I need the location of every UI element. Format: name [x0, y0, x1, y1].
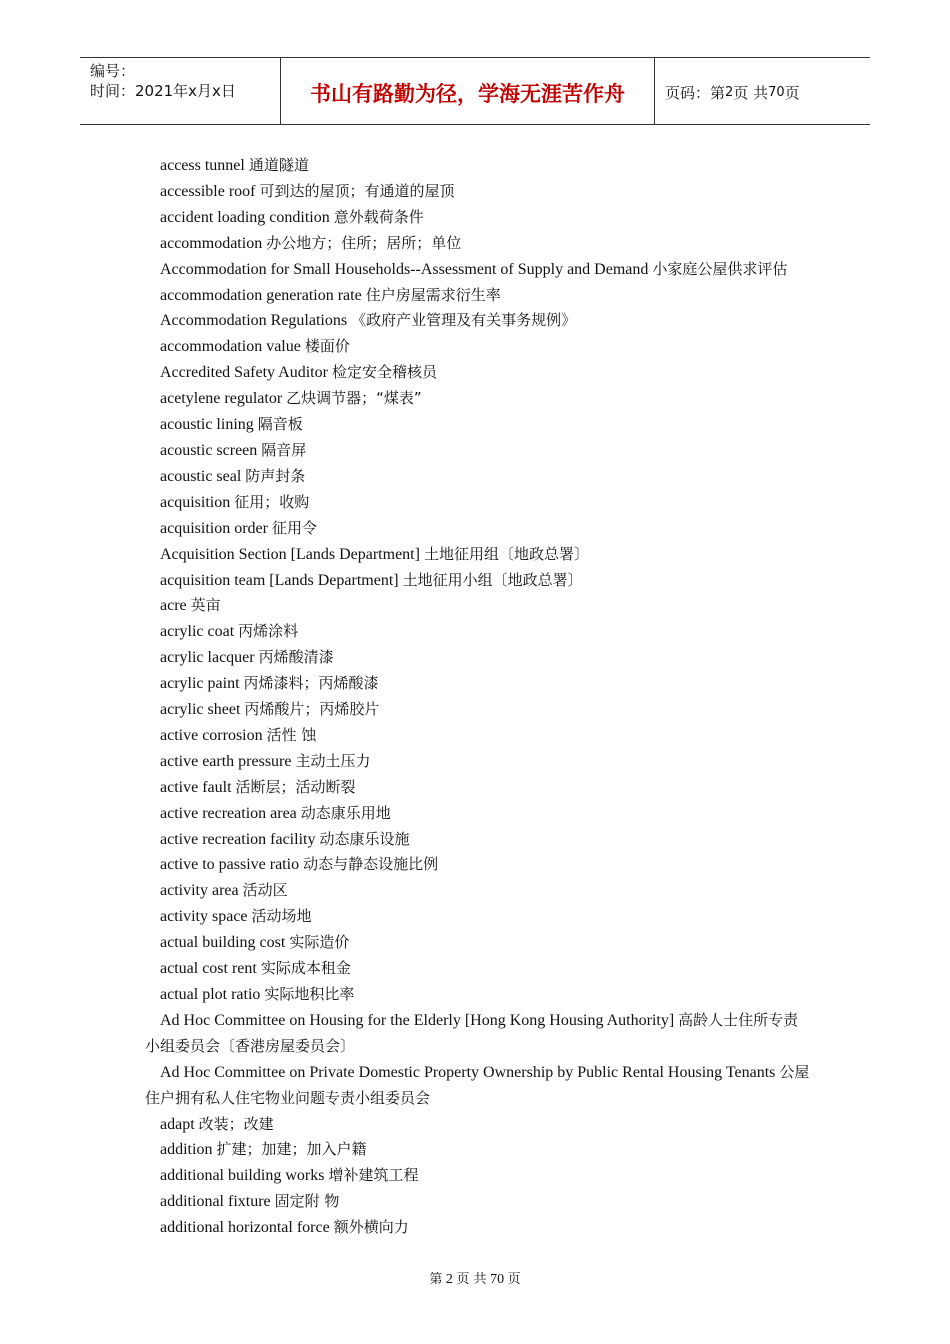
footer-page: 2 — [445, 1272, 453, 1287]
entry-translation: 额外横向力 — [333, 1218, 409, 1237]
glossary-entry — [145, 568, 810, 594]
entry-translation: 公屋住户拥有私人住宅物业问题专责小组委员会 — [145, 1062, 810, 1107]
page-mid: 页 共 — [733, 83, 769, 102]
entry-term: acoustic screen — [160, 441, 258, 459]
glossary-entry — [145, 827, 810, 853]
entry-translation: 活断层；活动断裂 — [235, 777, 356, 796]
entry-term: additional horizontal force — [160, 1219, 330, 1237]
page-footer — [0, 1268, 950, 1288]
entry-translation: 实际地积比率 — [264, 985, 355, 1003]
entry-translation: 乙炔调节器；“煤表” — [286, 389, 422, 408]
entry-term: accessible roof — [160, 182, 256, 200]
entry-term: accommodation generation rate — [160, 286, 362, 304]
entry-translation: 高龄人士住所专责小组委员会〔香港房屋委员会〕 — [145, 1010, 799, 1055]
entry-term: Acquisition Section [Lands Department] — [160, 545, 420, 563]
glossary-entry — [145, 308, 810, 334]
glossary-entry — [145, 231, 810, 257]
entry-translation: 意外载荷条件 — [333, 207, 424, 226]
header-meta — [80, 58, 281, 124]
glossary-entry — [145, 1008, 810, 1060]
entry-term: activity space — [160, 908, 248, 926]
entry-translation: 动态康乐用地 — [300, 803, 391, 822]
entry-term: active earth pressure — [160, 752, 292, 770]
glossary-entry — [145, 671, 810, 697]
entry-translation: 扩建；加建；加入户籍 — [216, 1140, 367, 1159]
entry-translation: 土地征用小组〔地政总署〕 — [402, 570, 583, 589]
page-end: 页 — [784, 83, 800, 102]
entry-translation: 防声封条 — [245, 466, 306, 485]
entry-translation: 丙烯涂料 — [238, 622, 299, 641]
entry-translation: 土地征用组〔地政总署〕 — [423, 544, 589, 563]
entry-term: Ad Hoc Committee on Private Domestic Property Ownership by Public Rental Housing Tenants — [160, 1063, 776, 1081]
entry-term: acquisition — [160, 493, 231, 511]
page-header — [80, 57, 870, 125]
entry-translation: 可到达的屋顶；有通道的屋顶 — [259, 181, 455, 200]
glossary-entry — [145, 852, 810, 878]
entry-term: acquisition order — [160, 519, 268, 537]
glossary-entry — [145, 749, 810, 775]
glossary-entry — [145, 1215, 810, 1241]
glossary-entry — [145, 205, 810, 231]
entry-term: accident loading condition — [160, 208, 330, 226]
entry-translation: 动态康乐设施 — [319, 829, 410, 848]
glossary-entry — [145, 697, 810, 723]
entry-term: Accommodation for Small Households--Assessment of Supply and Demand — [160, 260, 649, 278]
glossary-entry — [145, 878, 810, 904]
entry-translation: 丙烯酸清漆 — [258, 648, 334, 667]
entry-term: active recreation facility — [160, 830, 316, 848]
glossary-entry — [145, 412, 810, 438]
glossary-entry — [145, 801, 810, 827]
glossary-entry — [145, 1163, 810, 1189]
glossary-entry — [145, 956, 810, 982]
entry-term: active fault — [160, 778, 232, 796]
entry-term: actual cost rent — [160, 960, 257, 978]
glossary-entry — [145, 386, 810, 412]
time-label: 时间：2021年x月x日 — [90, 82, 236, 100]
glossary-entry — [145, 1060, 810, 1112]
entry-term: adapt — [160, 1115, 195, 1133]
entry-term: active to passive ratio — [160, 856, 300, 874]
entry-translation: 固定附 物 — [274, 1192, 340, 1211]
entry-translation: 实际造价 — [289, 933, 350, 952]
entry-term: additional building works — [160, 1167, 325, 1185]
entry-term: Ad Hoc Committee on Housing for the Elderly [Hong Kong Housing Authority] — [160, 1011, 675, 1029]
entry-translation: 隔音板 — [257, 415, 303, 434]
entry-translation: 英亩 — [190, 596, 221, 615]
entry-term: accommodation — [160, 234, 263, 252]
entry-translation: 活动区 — [242, 881, 288, 900]
entry-translation: 活性 蚀 — [266, 725, 317, 744]
glossary-entry — [145, 360, 810, 386]
entry-term: acrylic coat — [160, 623, 235, 641]
glossary-entry — [145, 516, 810, 542]
entry-term: acrylic paint — [160, 675, 240, 693]
entry-term: addition — [160, 1141, 213, 1159]
glossary-entry — [145, 1112, 810, 1138]
entry-term: acre — [160, 597, 187, 615]
entry-translation: 活动场地 — [251, 907, 312, 926]
entry-translation: 实际成本租金 — [260, 959, 351, 978]
entry-translation: 改装；改建 — [198, 1114, 274, 1133]
glossary-entry — [145, 904, 810, 930]
entry-translation: 征用令 — [271, 518, 317, 537]
page-total: 70 — [768, 84, 785, 100]
entry-term: acetylene regulator — [160, 390, 283, 408]
entry-translation: 住户房屋需求衍生率 — [365, 285, 501, 304]
page-label: 页码：第 — [665, 83, 726, 102]
glossary-entry — [145, 619, 810, 645]
page-number: 2 — [725, 84, 734, 100]
glossary-entry — [145, 179, 810, 205]
glossary-list — [145, 153, 810, 1241]
entry-translation: 小家庭公屋供求评估 — [652, 259, 788, 278]
entry-term: actual building cost — [160, 934, 286, 952]
entry-translation: 增补建筑工程 — [328, 1166, 419, 1185]
entry-term: active recreation area — [160, 804, 297, 822]
entry-term: active corrosion — [160, 726, 263, 744]
code-label: 编号： — [90, 62, 136, 80]
footer-prefix: 第 — [429, 1272, 443, 1287]
entry-term: Accommodation Regulations — [160, 312, 348, 330]
footer-suffix: 页 — [507, 1272, 521, 1287]
entry-term: acrylic sheet — [160, 701, 241, 719]
entry-term: acoustic seal — [160, 467, 242, 485]
entry-translation: 通道隧道 — [248, 156, 309, 174]
glossary-entry — [145, 464, 810, 490]
glossary-entry — [145, 645, 810, 671]
entry-translation: 楼面价 — [304, 337, 350, 356]
entry-term: acoustic lining — [160, 416, 254, 434]
entry-translation: 丙烯漆料；丙烯酸漆 — [243, 674, 379, 693]
entry-term: access tunnel — [160, 157, 245, 174]
entry-translation: 丙烯酸片；丙烯胶片 — [244, 700, 380, 719]
glossary-entry — [145, 1189, 810, 1215]
footer-total: 70 — [490, 1272, 505, 1287]
entry-term: accommodation value — [160, 338, 301, 356]
entry-translation: 办公地方；住所；居所；单位 — [266, 233, 462, 252]
entry-translation: 检定安全稽核员 — [331, 363, 437, 382]
entry-translation: 隔音屏 — [261, 440, 307, 459]
entry-translation: 动态与静态设施比例 — [303, 855, 439, 874]
footer-mid: 页 共 — [456, 1272, 487, 1287]
entry-term: Accredited Safety Auditor — [160, 364, 328, 382]
entry-term: additional fixture — [160, 1193, 271, 1211]
glossary-entry — [145, 334, 810, 360]
glossary-entry — [145, 930, 810, 956]
glossary-entry — [145, 593, 810, 619]
glossary-entry — [145, 542, 810, 568]
glossary-entry — [145, 1137, 810, 1163]
header-motto: 书山有路勤为径，学海无涯苦作舟 — [281, 58, 655, 124]
entry-term: acquisition team [Lands Department] — [160, 571, 399, 589]
entry-translation: 主动土压力 — [295, 751, 371, 770]
glossary-entry — [145, 490, 810, 516]
glossary-entry — [145, 982, 810, 1008]
glossary-entry — [145, 257, 810, 283]
entry-term: acrylic lacquer — [160, 649, 255, 667]
glossary-entry — [145, 723, 810, 749]
glossary-entry — [145, 153, 810, 179]
glossary-entry — [145, 438, 810, 464]
entry-term: actual plot ratio — [160, 986, 261, 1003]
entry-term: activity area — [160, 882, 239, 900]
entry-translation: 征用；收购 — [234, 492, 310, 511]
glossary-entry — [145, 775, 810, 801]
glossary-entry — [145, 283, 810, 309]
header-page-info — [655, 58, 870, 124]
entry-translation: 《政府产业管理及有关事务规例》 — [351, 311, 577, 330]
